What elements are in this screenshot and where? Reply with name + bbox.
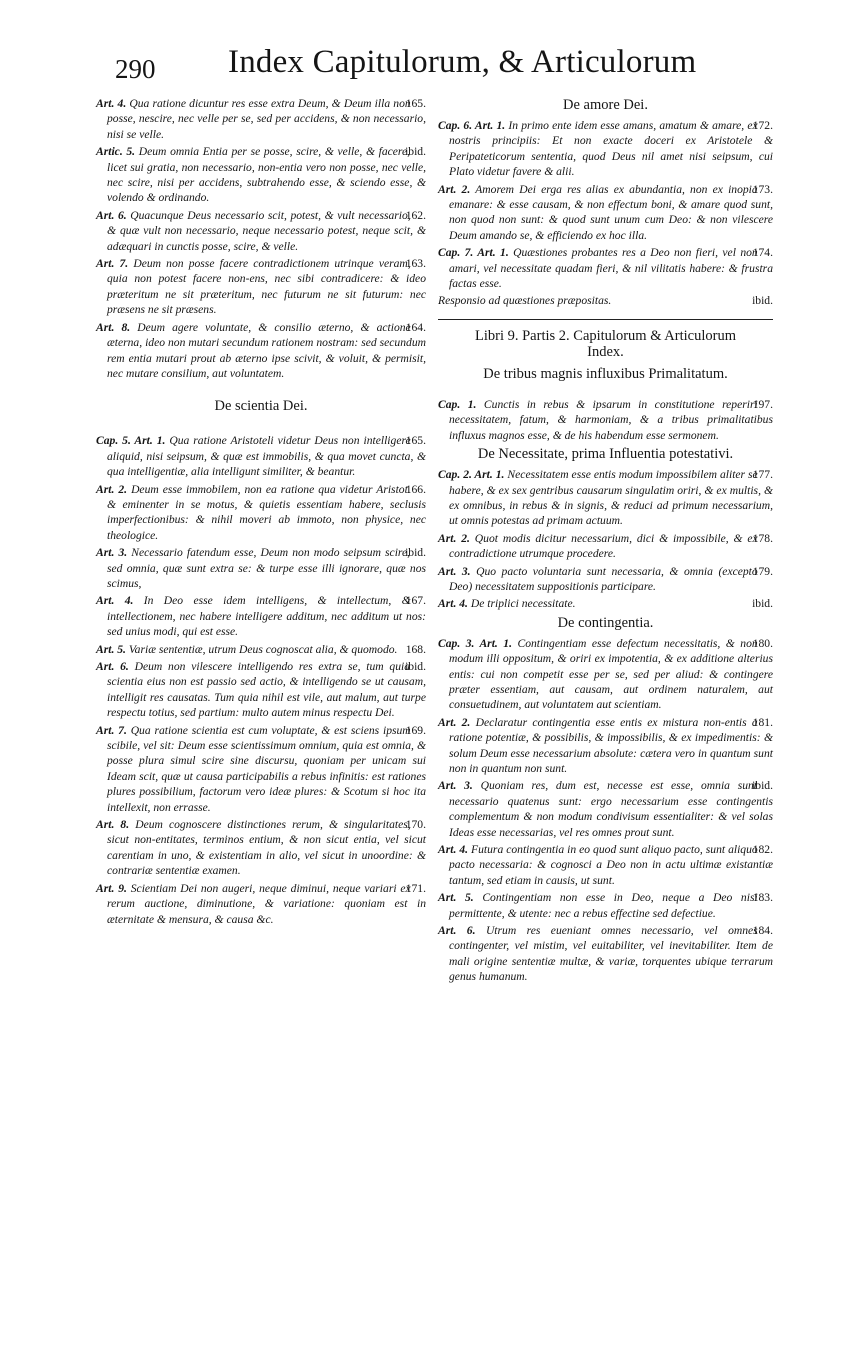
entry-lead: Art. 2. <box>438 715 471 729</box>
entry-text: Futura contingentia in eo quod sunt aliquo pacto, sunt aliquo pacto necessaria: & cognosci a Deo non in actu ultimæ existantiæ tantum, sed etiam in causis, ut sunt. <box>449 843 773 887</box>
section-heading-amore: De amore Dei. <box>563 97 648 113</box>
index-entry <box>438 118 773 180</box>
libri-heading-line1: Libri 9. Partis 2. Capitulorum & Articulorum <box>475 327 736 344</box>
entry-page-ref: 182. <box>752 843 773 857</box>
entry-text: Quæstiones probantes res a Deo non fieri, vel non amari, vel necessitate quadam fieri, & nil vilitatis habere: & frustra factas esse. <box>449 246 773 291</box>
index-entry <box>96 144 426 206</box>
entry-text: Quo pacto voluntaria sunt necessaria, & omnia (excepto Deo) necessitatem suppositionis participare. <box>449 564 758 593</box>
index-entry <box>96 545 426 591</box>
index-entry <box>96 208 426 254</box>
entry-lead: Art. 6. <box>438 924 476 938</box>
entry-page-ref: ibid. <box>405 660 426 673</box>
right-column <box>438 96 773 987</box>
entries-top <box>96 96 426 381</box>
entry-text: Necessario fatendum esse, Deum non modo seipsum scire, sed omnia, quæ sunt extra se: & turpe esse illi ignorare, quæ nos scimus, <box>107 546 426 590</box>
entry-page-ref: 177. <box>752 468 773 482</box>
index-entry <box>96 433 426 479</box>
entry-text: Deum non vilescere intelligendo res extra se, tum quia scientia eius non est passio sed actio, & intelligendo se ut causam, intelligit res causatas. Tum quia nihil est vile, aut malum, aut turpe respectu totius, sed partium: multo autem minus respectu Dei. <box>107 660 426 720</box>
entry-page-ref: 162. <box>405 208 426 222</box>
entry-lead: Cap. 1. <box>438 397 477 411</box>
entry-text: Deum omnia Entia per se posse, scire, & velle, & facere, licet sui gratia, non necessario, non-entia vero non posse, nec velle, nec scire, nisi per accidens, subtrahendo esse, & sciendo esse, & volendo & ordinando. <box>107 145 426 205</box>
index-entry <box>438 564 773 595</box>
entry-page-ref: 169. <box>405 723 426 737</box>
entries-primalitates <box>438 397 773 443</box>
entry-page-ref: 171. <box>405 881 426 895</box>
entry-page-ref: 172. <box>752 119 773 132</box>
section-heading-scientia: De scientia Dei. <box>214 398 308 415</box>
index-entry <box>96 817 426 879</box>
index-entry <box>438 778 773 840</box>
entries-contingentia <box>438 636 773 985</box>
entry-lead: Art. 2. <box>438 531 470 545</box>
entry-text: In Deo esse idem intelligens, & intellectum, & intellectionem, nec habere intelligere additum, nec additum ut nos: sed unius modi, qui est esse. <box>107 594 426 639</box>
libri-heading <box>438 328 773 360</box>
index-entry <box>438 715 773 777</box>
index-entry <box>438 182 773 244</box>
entry-page-ref: ibid. <box>752 597 773 611</box>
entry-page-ref: 163. <box>405 257 426 271</box>
index-entry <box>96 642 426 657</box>
index-entry <box>96 320 426 382</box>
section-heading-necessitate: De Necessitate, prima Influentia potestativi. <box>477 446 734 463</box>
entry-lead: Art. 2. <box>96 482 128 496</box>
index-entry <box>96 96 426 142</box>
entry-text: Deum agere voluntate, & consilio æterno, & actione æterna, ideo non mutari secundum rationem nostram: sed secundum rem entia mutari prout ab æterno ipse scivit, & voluit, & permisit, nec mutare consilium, aut voluntatem. <box>107 320 426 380</box>
entry-lead: Art. 8. <box>96 818 130 832</box>
entry-lead: Cap. 7. Art. 1. <box>438 246 509 260</box>
entry-text: Quacunque Deus necessario scit, potest, & vult necessario, & quæ vult non necessario, neque necessario potest, neque scit, & adæquari in cunctis posse, scire, & velle. <box>107 208 426 253</box>
running-title: Index Capitulorum, & Articulorum <box>228 44 697 80</box>
index-entry <box>438 842 773 888</box>
index-entry <box>438 923 773 985</box>
index-entry <box>438 467 773 529</box>
entry-lead: Art. 4. <box>438 843 469 857</box>
entry-text: Qua ratione dicuntur res esse extra Deum, & Deum illa non posse, nescire, nec velle per se, sed per accidens, & non necessario, nisi se velle. <box>107 97 426 141</box>
subheading-primalitates: De tribus magnis influxibus Primalitatum. <box>483 365 728 382</box>
entry-page-ref: 180. <box>752 636 773 650</box>
entry-text: Scientiam Dei non augeri, neque diminui, neque variari ex rerum auctione, diminutione, & variatione: quoniam est in æternitate & mensura, & causa &c. <box>107 881 426 926</box>
entries-bottom <box>96 433 426 927</box>
entry-page-ref: 184. <box>752 924 773 938</box>
index-entry <box>96 482 426 544</box>
entry-page-ref: 183. <box>752 891 773 905</box>
entry-text: Declaratur contingentia esse entis ex mistura non-entis a ratione potentiæ, & possibilis, & impossibilis, & ex impedimentis: & solum Deum esse necessarium absolute: cætera vero in quantum sunt non in quantum non sunt. <box>449 715 773 775</box>
entry-page-ref: 181. <box>752 715 773 729</box>
section-divider <box>438 319 773 320</box>
entry-page-ref: 197. <box>752 397 773 411</box>
entry-text: Contingentiam non esse in Deo, neque a Deo nisi permittente, & utente: nec a rebus effectine sed defectiue. <box>449 891 758 920</box>
index-entry <box>96 723 426 815</box>
entry-lead: Cap. 3. Art. 1. <box>438 636 512 650</box>
index-entry <box>96 881 426 927</box>
entry-lead: Art. 5. <box>96 642 126 656</box>
entry-lead: Art. 8. <box>96 320 131 334</box>
entry-text: Contingentiam esse defectum necessitatis, & non modum illi oppositum, & oriri ex impotentia, & ex additione alterius entis: cui non competit esse per se, sed per aliud: & contingere præter essentiam, aut causam, aut ordinem naturalem, aut consuetudinem, aut voluntatem aut scientiam. <box>449 636 773 712</box>
index-entry <box>438 397 773 443</box>
index-entry <box>438 245 773 291</box>
left-column <box>96 96 426 929</box>
entry-lead: Cap. 2. Art. 1. <box>438 468 505 482</box>
entry-page-ref: 165. <box>405 434 426 448</box>
entry-text: Cunctis in rebus & ipsarum in constitutione reperiri necessitatem, fatum, & harmoniam, & a tribus primalitatibus influxus magnos esse, & de his habendum esse sermonem. <box>449 397 773 442</box>
section-heading-contingentia: De contingentia. <box>557 614 654 631</box>
entry-page-ref: 164. <box>405 320 426 334</box>
entry-text: Responsio ad quæstiones præpositas. <box>438 294 612 308</box>
entry-lead: Art. 7. <box>96 257 129 271</box>
index-entry <box>438 293 773 308</box>
entry-lead: Art. 4. <box>438 597 468 611</box>
entry-text: De triplici necessitate. <box>470 597 576 611</box>
entry-text: In primo ente idem esse amans, amatum & amare, ex nostris principiis: Et non exacte doceri ex Aristotele & Peripateticorum sententia, quod Deus nil amet nisi seipsum, cui Plato videtur favere & alii. <box>449 119 773 179</box>
entry-text: Necessitatem esse entis modum impossibilem aliter se habere, & ex sex gentribus causarum singulatim oriri, & ex multis, & ex omnibus, in rebus & in signis, & reduci ad primum necessarium, ut omnis potestas ad primam actuum. <box>449 468 773 528</box>
entry-page-ref: 173. <box>752 182 773 196</box>
entry-lead: Art. 5. <box>438 891 474 905</box>
index-entry <box>438 596 773 611</box>
entry-lead: Art. 6. <box>96 208 127 222</box>
index-entry <box>96 256 426 318</box>
entry-page-ref: 179. <box>752 564 773 578</box>
entry-page-ref: 167. <box>405 594 426 608</box>
entry-page-ref: 166. <box>405 482 426 496</box>
entry-page-ref: 170. <box>405 818 426 832</box>
entry-text: Qua ratione Aristoteli videtur Deus non intelligere aliquid, nisi seipsum, & quæ est immobilis, & qua movet cuncta, & qua intelligentiæ, alia intelligunt similiter, & beantur. <box>107 434 426 479</box>
entry-page-ref: 174. <box>752 246 773 260</box>
entry-page-ref: 168. <box>405 642 426 656</box>
entry-text: Deum cognoscere distinctiones rerum, & singularitates, sicut non-entitates, terminos entium, & non sicut entia, vel sicut carentiam in uno, & existentiam in alio, vel sicut in unoordine: & contrariæ sententiæ examen. <box>107 818 426 878</box>
entry-lead: Art. 4. <box>96 594 134 608</box>
entry-text: Deum non posse facere contradictionem utrinque veram, quia non potest facere non-ens, nec sibi contradicere: & ideo præteritum ne sit præteritum, nec futurum ne sit futurum: nec præsens ne sit præsens. <box>107 257 426 317</box>
entry-page-ref: ibid. <box>752 294 773 308</box>
entry-lead: Cap. 5. Art. 1. <box>96 434 166 448</box>
entry-text: Qua ratione scientia est cum voluptate, & est sciens ipsum scibile, vel sit: Deum esse scientissimum omnium, quia est omnia, & posse plura simul scire sine discursu, quoniam per unicam sui Ideam scit, quæ ut causa participabilis a rebus infinitis: est rationes plures possibilium, factorum vero ideæ plures: & Scotum si hoc ita intellexit, non errasse. <box>107 723 426 814</box>
entries-necessitate <box>438 467 773 612</box>
entry-lead: Art. 3. <box>96 546 128 560</box>
libri-heading-line2: Index. <box>587 343 624 360</box>
index-entry <box>438 531 773 562</box>
entry-text: Deum esse immobilem, non ea ratione qua videtur Aristot. & eminenter in se motus, & quietis essentiam habere, seclusis imperfectionibus: & nihil moveri ab immoto, non physice, nec theologice. <box>107 482 426 542</box>
entry-lead: Art. 4. <box>96 97 127 110</box>
entry-lead: Artic. 5. <box>96 145 136 159</box>
index-entry <box>438 890 773 921</box>
entry-lead: Cap. 6. Art. 1. <box>438 119 506 132</box>
entry-text: Quoniam res, dum est, necesse est esse, omnia sunt necessario quatenus sunt: ergo necessarium esse contingentis complementum & non modum condivisum essentialiter: & vel solas Ideas esse necessarias, vel res omnes prout sunt. <box>449 779 773 839</box>
entry-lead: Art. 7. <box>96 723 127 737</box>
entries-amore <box>438 118 773 309</box>
entry-lead: Art. 3. <box>438 779 473 793</box>
entry-lead: Art. 6. <box>96 660 129 673</box>
entry-page-ref: ibid. <box>405 546 426 560</box>
entry-lead: Art. 2. <box>438 182 471 196</box>
entry-text: Quot modis dicitur necessarium, dici & impossibile, & ex contradictione utrumque procedere. <box>449 531 758 561</box>
index-entry <box>438 636 773 713</box>
index-entry <box>96 659 426 721</box>
index-entry <box>96 593 426 639</box>
entry-page-ref: 178. <box>752 531 773 545</box>
entry-page-ref: ibid. <box>752 779 773 793</box>
entry-page-ref: 165. <box>405 97 426 110</box>
entry-text: Amorem Dei erga res alias ex abundantia, non ex inopia emanare: & esse causam, & non effectum boni, & amare quod sunt, non quod non sunt: & quod sunt unum cum Deo: & non vilescere Deum amando se, & efficiendo ex hoc illa. <box>449 182 773 242</box>
entry-text: Variæ sententiæ, utrum Deus cognoscat alia, & quomodo. <box>128 642 398 656</box>
entry-text: Utrum res eueniant omnes necessario, vel omnes contingenter, vel mistim, vel euitabiliter, vel inevitabiliter. Item de mali origine sententiæ multæ, & variæ, torquentes ubique terrarum genus humanum. <box>449 924 773 984</box>
entry-lead: Art. 9. <box>96 881 127 895</box>
page-number: 290 <box>115 54 156 84</box>
entry-page-ref: ibid. <box>405 145 426 159</box>
entry-lead: Art. 3. <box>438 564 471 578</box>
